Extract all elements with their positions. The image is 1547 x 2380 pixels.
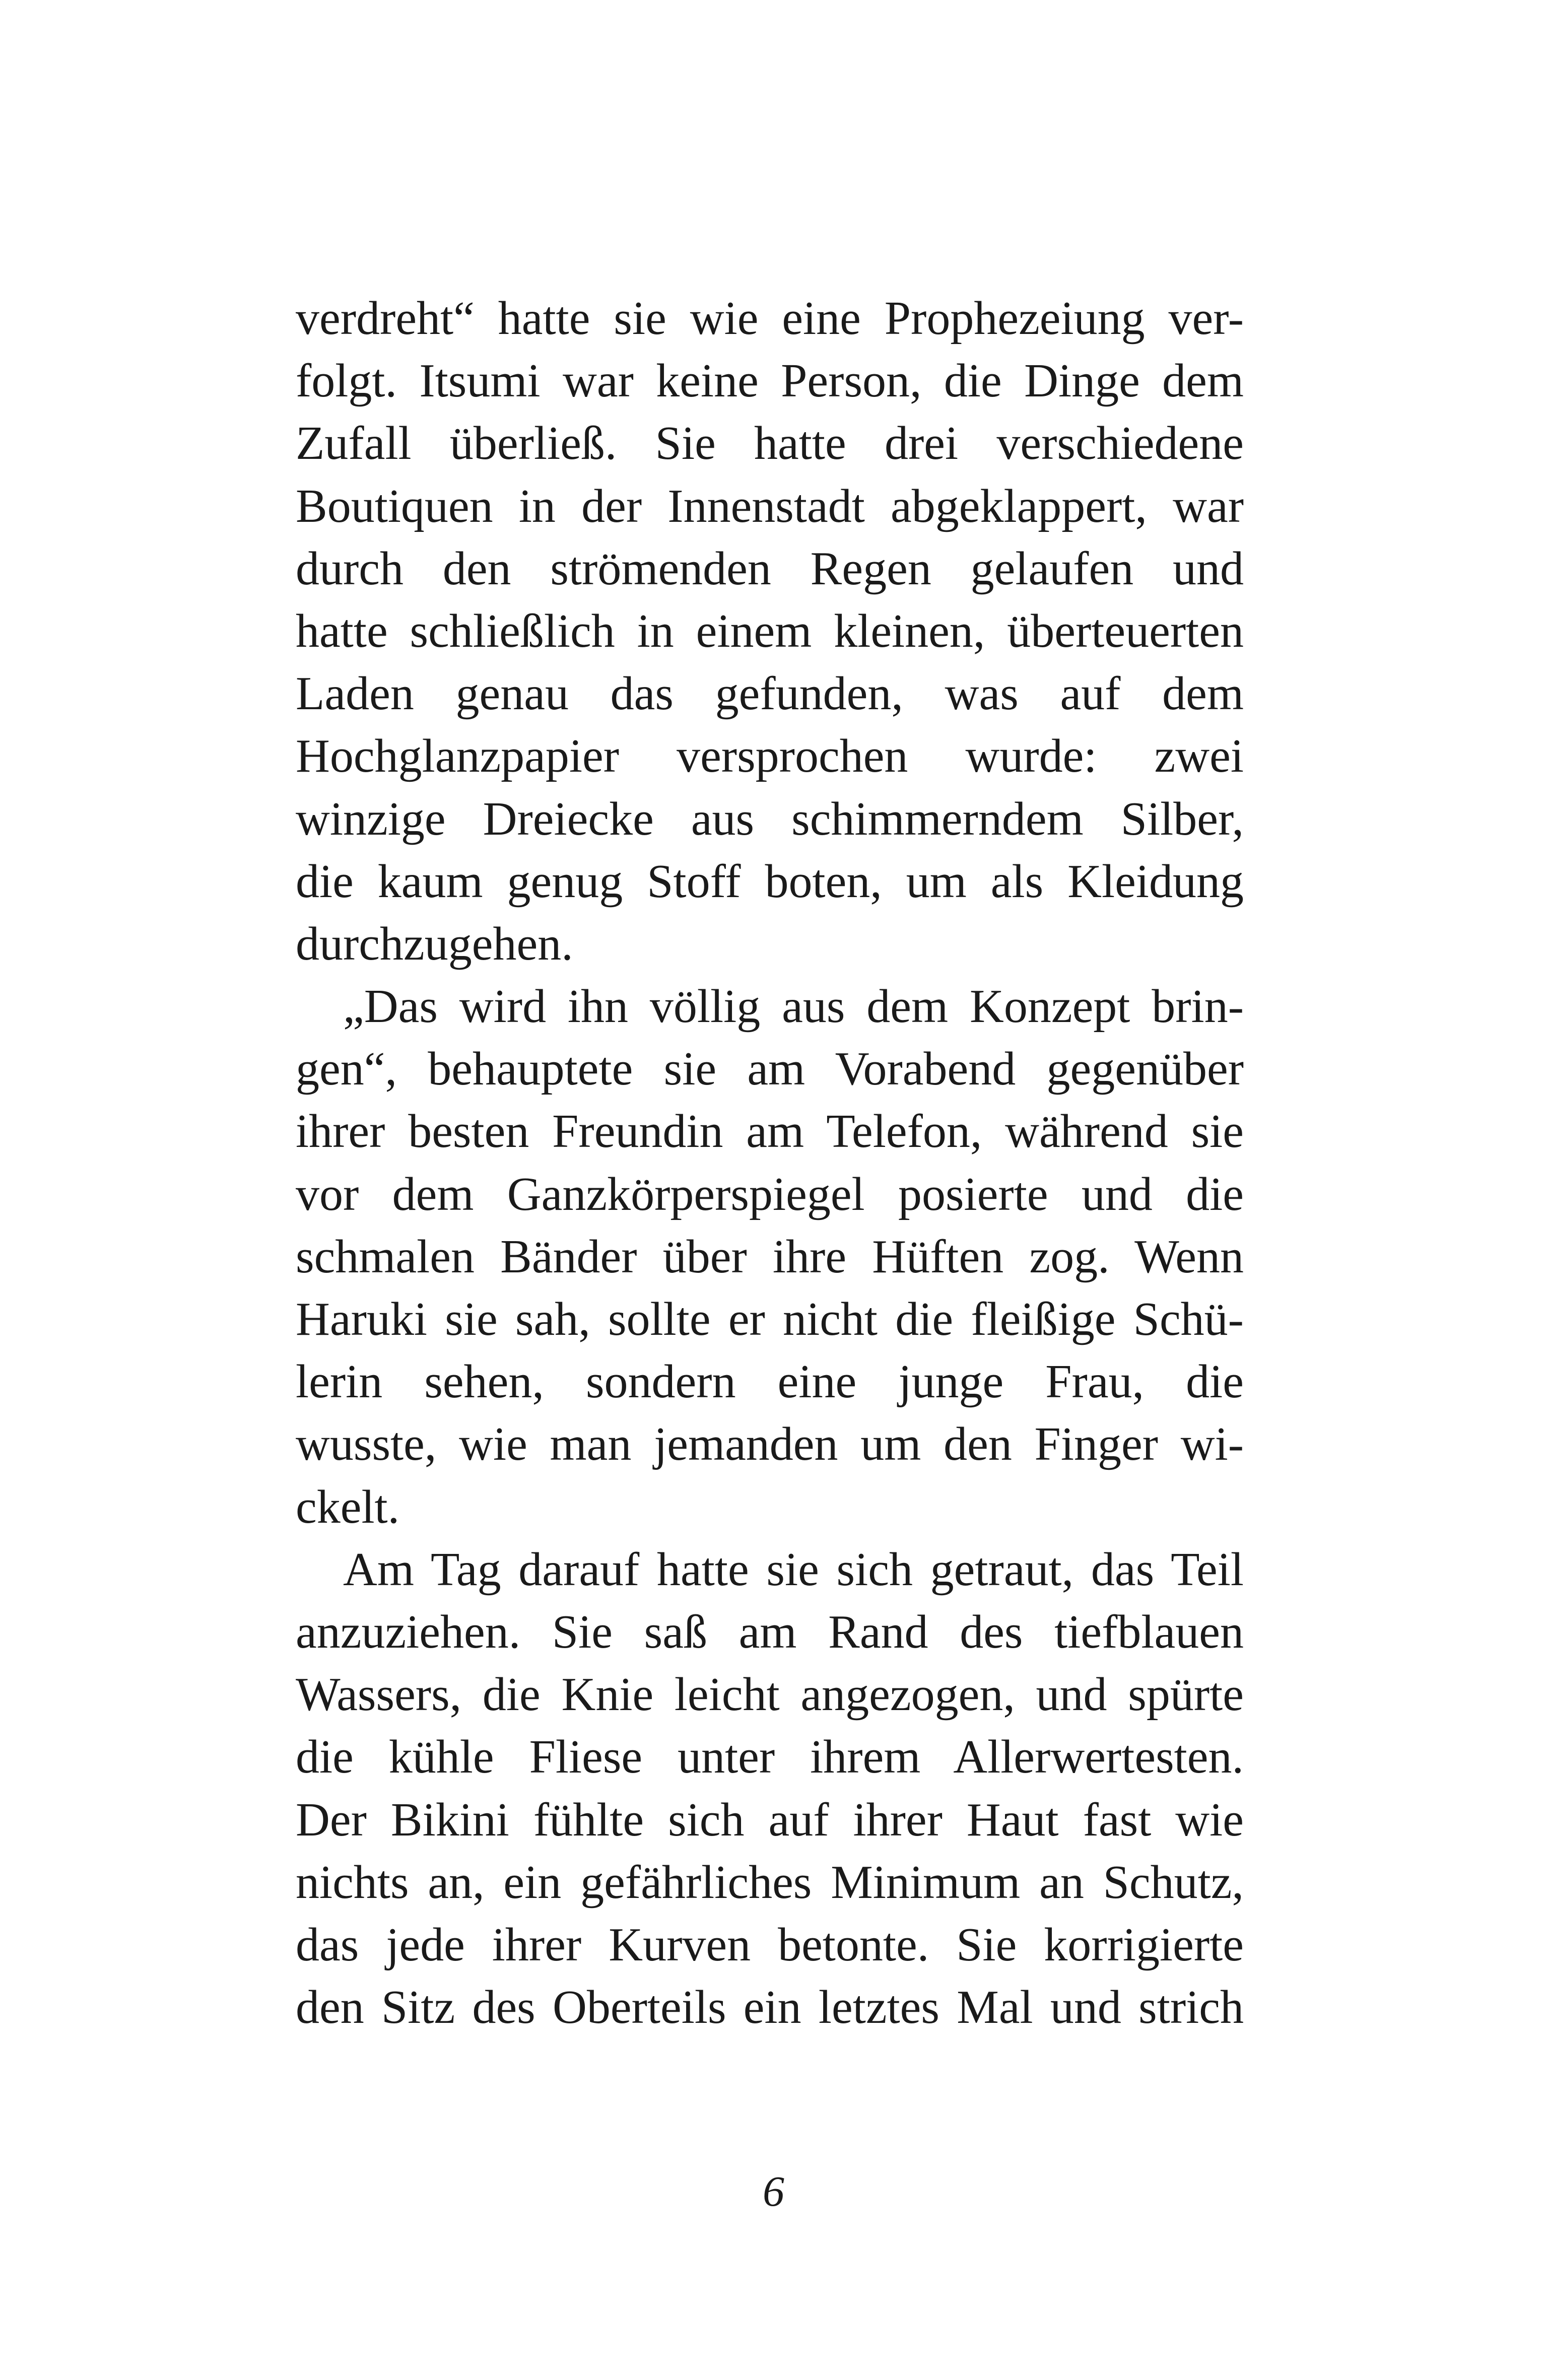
text-line: Am Tag darauf hatte sie sich getraut, das Teil — [343, 1543, 1244, 1596]
text-line: das jede ihrer Kurven betonte. Sie korrigierte — [296, 1918, 1244, 1971]
text-line: Hochglanzpapier versprochen wurde: zwei — [296, 730, 1244, 783]
text-line: verdreht“ hatte sie wie eine Prophezeiung ver- — [296, 292, 1244, 345]
text-line: winzige Dreiecke aus schimmerndem Silber, — [296, 792, 1244, 845]
text-line: durch den strömenden Regen gelaufen und — [296, 542, 1244, 595]
text-line: die kühle Fliese unter ihrem Allerwertesten. — [296, 1731, 1244, 1784]
page-number: 6 — [763, 2167, 784, 2215]
text-line: den Sitz des Oberteils ein letztes Mal und strich — [296, 1981, 1244, 2034]
text-line: hatte schließlich in einem kleinen, überteuerten — [296, 604, 1244, 657]
text-line: vor dem Ganzkörperspiegel posierte und die — [296, 1168, 1244, 1220]
text-line: Haruki sie sah, sollte er nicht die fleißige Schü- — [296, 1293, 1244, 1345]
text-line: schmalen Bänder über ihre Hüften zog. Wenn — [296, 1230, 1244, 1283]
text-line: wusste, wie man jemanden um den Finger wi- — [296, 1418, 1244, 1471]
text-line: anzuziehen. Sie saß am Rand des tiefblauen — [296, 1605, 1244, 1658]
text-line: Der Bikini fühlte sich auf ihrer Haut fast wie — [296, 1793, 1244, 1846]
text-line: folgt. Itsumi war keine Person, die Dinge dem — [296, 355, 1244, 407]
text-line: Boutiquen in der Innenstadt abgeklappert, war — [296, 480, 1244, 532]
text-line: nichts an, ein gefährliches Minimum an Schutz, — [296, 1856, 1244, 1909]
text-line: ihrer besten Freundin am Telefon, während sie — [296, 1105, 1244, 1158]
body-text — [296, 287, 1244, 2038]
text-line: „Das wird ihn völlig aus dem Konzept brin- — [343, 980, 1244, 1033]
text-line: die kaum genug Stoff boten, um als Kleidung — [296, 855, 1244, 908]
text-line: lerin sehen, sondern eine junge Frau, die — [296, 1355, 1244, 1408]
text-line: Laden genau das gefunden, was auf dem — [296, 667, 1244, 720]
text-line: gen“, behauptete sie am Vorabend gegenüber — [296, 1043, 1244, 1096]
text-line: Zufall überließ. Sie hatte drei verschiedene — [296, 417, 1244, 470]
text-line: ckelt. — [296, 1480, 400, 1533]
text-line: durchzugehen. — [296, 917, 573, 970]
text-line: Wassers, die Knie leicht angezogen, und spürte — [296, 1668, 1244, 1721]
